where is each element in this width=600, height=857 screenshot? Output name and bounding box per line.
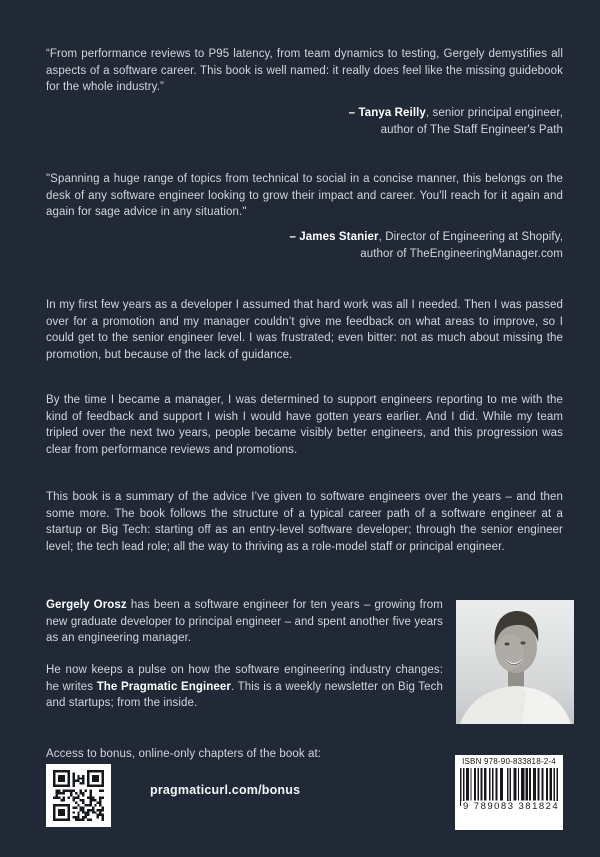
quote-2-attribution-role: , Director of Engineering at Shopify, bbox=[378, 231, 563, 243]
quote-2-attribution bbox=[46, 229, 563, 262]
barcode-digit-group-2: 789083 bbox=[473, 801, 515, 812]
author-bio-paragraph-1 bbox=[46, 597, 443, 647]
quote-1-attribution-name: – Tanya Reilly bbox=[348, 107, 426, 119]
quote-2-text: "Spanning a huge range of topics from technical to social in a concise manner, this belongs on the desk of any software engineer looking to grow their impact and career. You'll reach for it again and again for sage advice in any situation." bbox=[46, 173, 563, 218]
author-bio-paragraph-2 bbox=[46, 662, 443, 712]
quote-1-text: “From performance reviews to P95 latency, from team dynamics to testing, Gergely demystifies all aspects of a software career. This book is well named: it really does feel like the missing guidebook for the whole industry.” bbox=[46, 48, 563, 93]
barcode-digit-group-1: 9 bbox=[463, 801, 470, 812]
author-portrait-image bbox=[456, 600, 574, 724]
author-photo bbox=[456, 600, 574, 724]
quote-1-attribution bbox=[46, 105, 563, 138]
qr-code bbox=[46, 764, 111, 827]
author-name: Gergely Orosz bbox=[46, 599, 127, 611]
quote-2-attribution-line2: author of TheEngineeringManager.com bbox=[360, 247, 563, 260]
author-bio-text-2a: He now keeps a pulse on how the software engineering industry changes: he writes bbox=[46, 664, 443, 693]
author-bio-text-1: has been a software engineer for ten years – growing from new graduate developer to principal engineer – and spent another five years as an engineering manager. bbox=[46, 599, 443, 644]
isbn-label: ISBN 978-90-833818-2-4 bbox=[462, 757, 556, 766]
quote-1-attribution-line2: author of The Staff Engineer's Path bbox=[380, 123, 563, 136]
bonus-access-label: Access to bonus, online-only chapters of the book at: bbox=[46, 747, 322, 760]
barcode-digit-group-3: 381824 bbox=[518, 801, 560, 812]
barcode-digits bbox=[460, 801, 558, 812]
quote-2-attribution-name: – James Stanier bbox=[289, 231, 379, 243]
qr-code-icon bbox=[53, 770, 104, 821]
isbn-barcode-panel bbox=[455, 755, 563, 830]
author-bio-text-2b: . This is a weekly newsletter on Big Tech and startups; from the inside. bbox=[46, 680, 443, 709]
bonus-url: pragmaticurl.com/bonus bbox=[150, 783, 301, 797]
newsletter-name: The Pragmatic Engineer bbox=[96, 680, 231, 693]
body-paragraph-1: In my first few years as a developer I assumed that hard work was all I needed. Then I was passed over for a promotion and my manager couldn’t give me feedback on what areas to improve, so I could get to the senior engineer level. I was frustrated; even bitter: not as much about missing the promotion, but because of the lack of guidance. bbox=[46, 299, 563, 361]
body-paragraph-2: By the time I became a manager, I was determined to support engineers reporting to me with the kind of feedback and support I wish I would have gotten years earlier. And I did. While my team tripled over the next two years, people became visibly better engineers, and this progression was clear from performance reviews and promotions. bbox=[46, 394, 563, 456]
quote-1-attribution-role: , senior principal engineer, bbox=[425, 107, 563, 119]
body-paragraph-3: This book is a summary of the advice I’ve given to software engineers over the years – and then some more. The book follows the structure of a typical career path of a software engineer at a startup or Big Tech: starting off as an entry-level software developer; through the senior engineer level; the tech lead role; all the way to thriving as a role-model staff or principal engineer. bbox=[46, 491, 563, 553]
